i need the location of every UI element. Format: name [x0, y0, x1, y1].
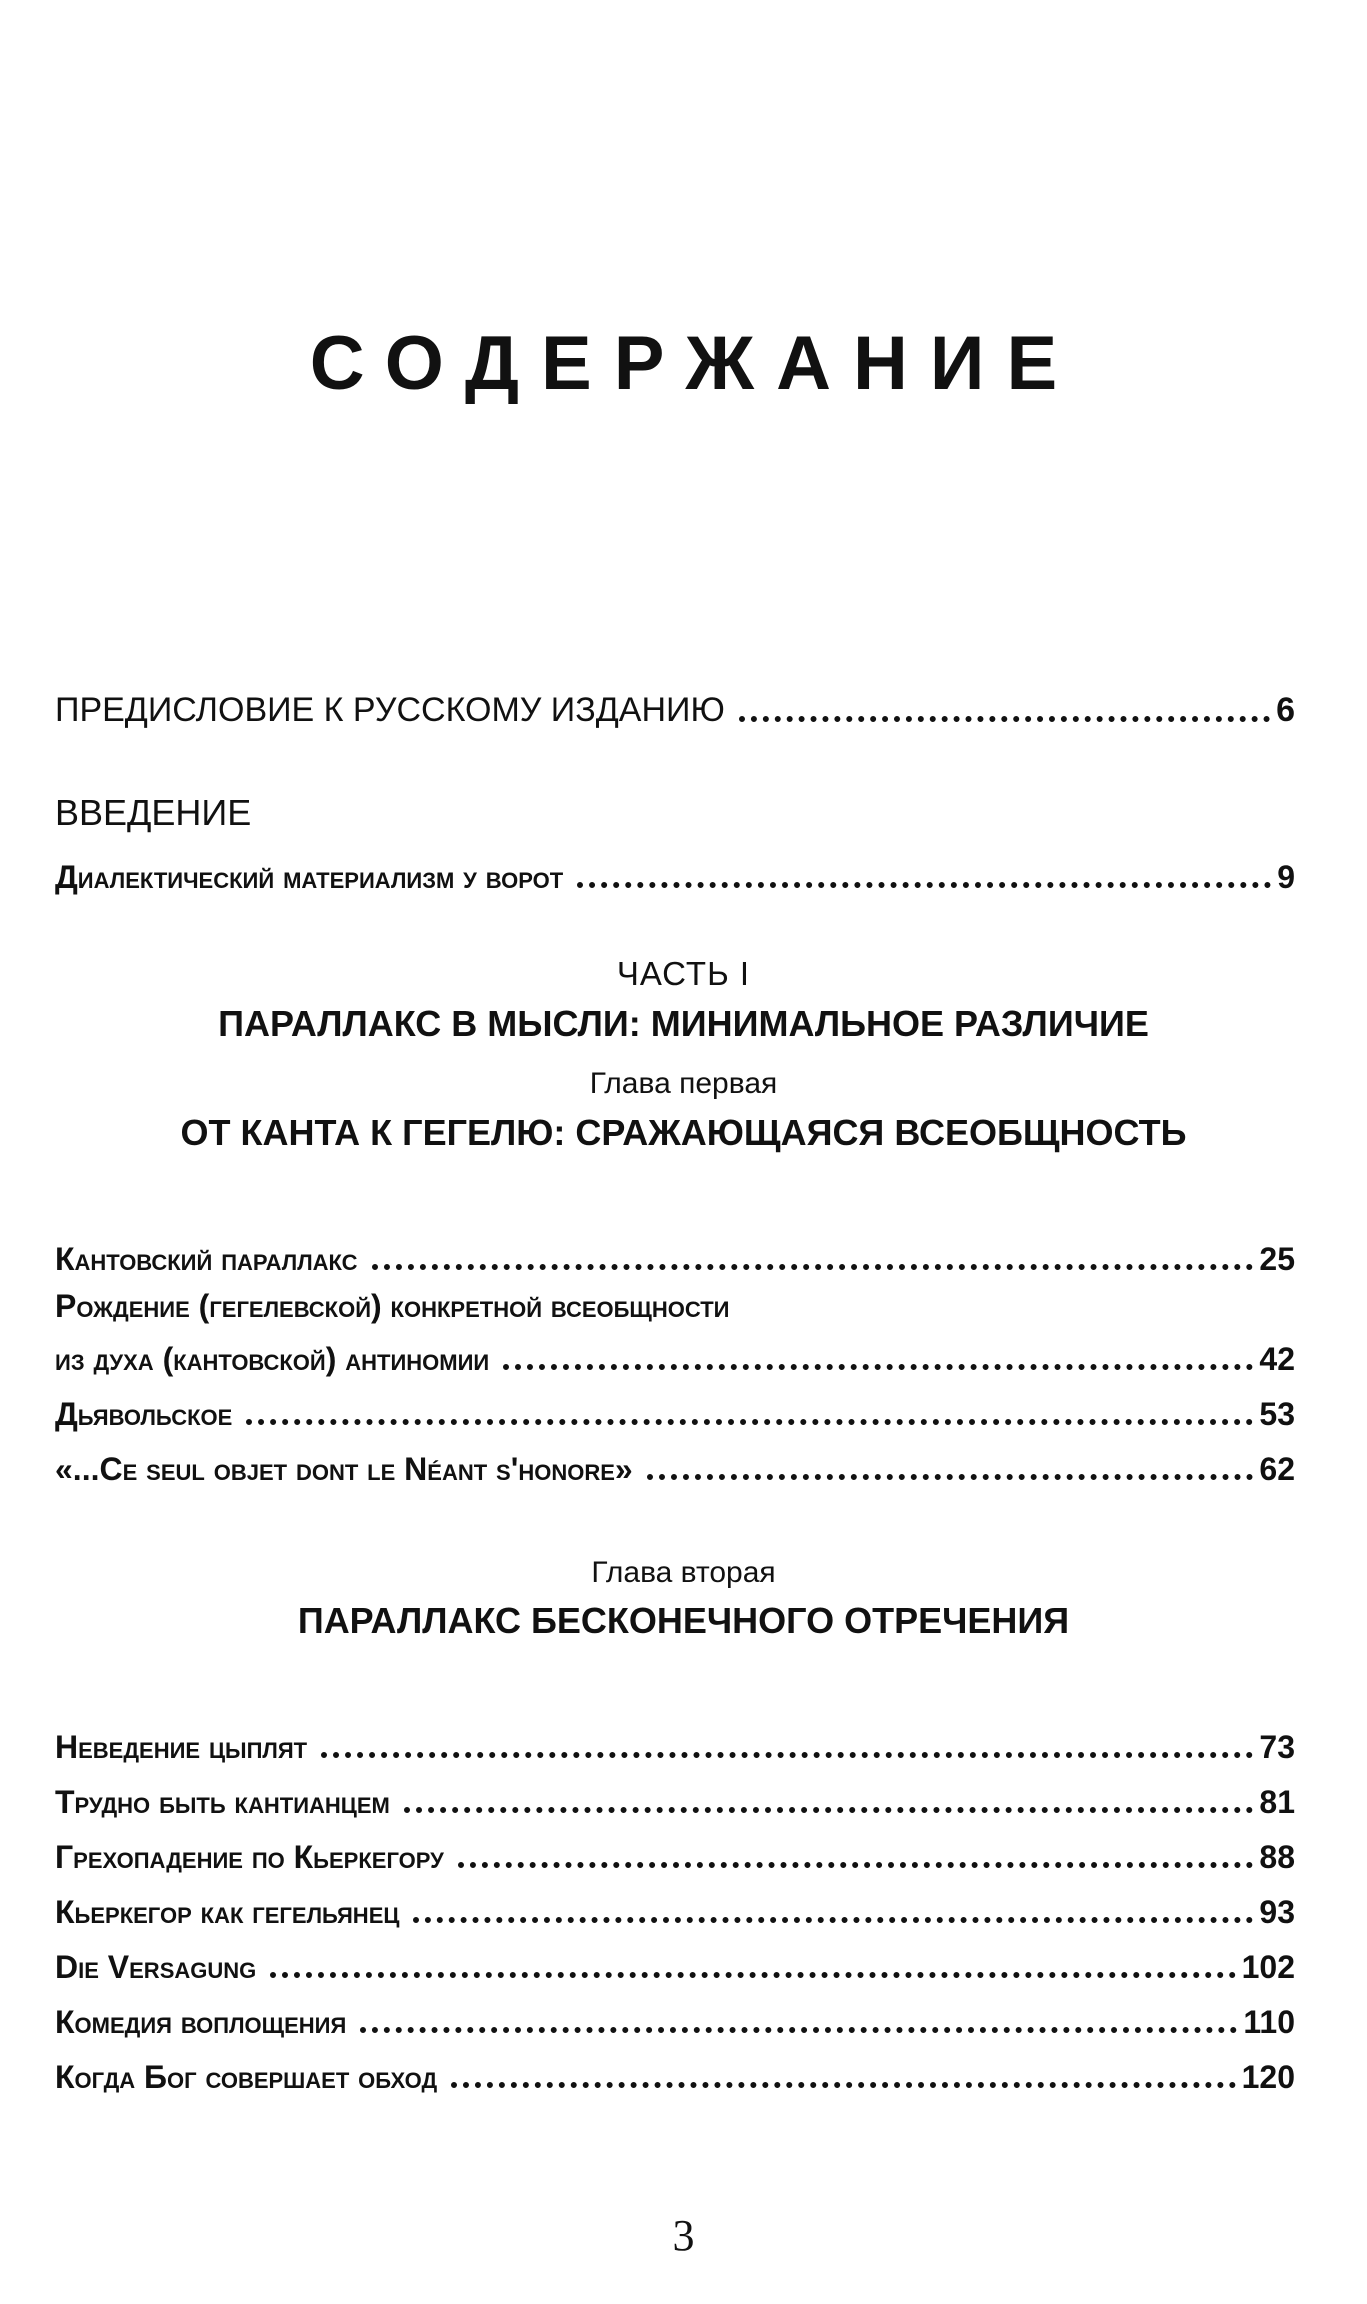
dot-leader	[270, 1972, 1235, 1978]
toc-entry-text: Трудно быть кантианцем	[55, 1784, 390, 1820]
toc-entry-text: Неведение цыплят	[55, 1729, 308, 1765]
toc-entry[interactable]	[55, 1773, 1295, 1821]
dot-leader	[647, 1474, 1254, 1480]
chapter-label: Глава вторая	[591, 1556, 776, 1589]
toc-entry-text-line1[interactable]: Рождение (гегелевской) конкретной всеобщности	[55, 1288, 730, 1324]
toc-entry-text: Грехопадение по Кьеркегору	[55, 1839, 444, 1875]
toc-entry-page: 102	[1241, 1949, 1295, 1985]
introduction-heading: ВВЕДЕНИЕ	[55, 792, 252, 833]
toc-entry-text: Кьеркегор как гегельянец	[55, 1894, 400, 1930]
dot-leader	[372, 1264, 1254, 1270]
chapter-title: ПАРАЛЛАКС БЕСКОНЕЧНОГО ОТРЕЧЕНИЯ	[297, 1600, 1070, 1641]
toc-entry-preface[interactable]	[55, 682, 1295, 730]
toc-entry[interactable]	[55, 1440, 1295, 1488]
toc-entry[interactable]	[55, 1230, 1295, 1278]
toc-entry[interactable]	[55, 1883, 1295, 1931]
part-label: ЧАСТЬ I	[616, 955, 751, 992]
chapter-title: ОТ КАНТА К ГЕГЕЛЮ: СРАЖАЮЩАЯСЯ ВСЕОБЩНОСТЬ	[180, 1112, 1187, 1153]
dot-leader	[321, 1752, 1253, 1758]
chapter-label: Глава первая	[589, 1067, 778, 1100]
dot-leader	[246, 1419, 1253, 1425]
toc-entry-page: 73	[1259, 1729, 1295, 1765]
toc-entry-text: Die Versagung	[55, 1949, 257, 1985]
toc-entry-page: 81	[1259, 1784, 1295, 1820]
toc-entry-text: «...Ce seul objet dont le Néant s'honore»	[55, 1451, 633, 1487]
dot-leader	[503, 1364, 1253, 1370]
dot-leader	[739, 716, 1270, 722]
toc-entry[interactable]	[55, 1330, 1295, 1378]
page-title: СОДЕРЖАНИЕ	[309, 321, 1080, 406]
toc-entry-text: Диалектический материализм у ворот	[55, 859, 564, 895]
toc-entry[interactable]	[55, 2048, 1295, 2096]
dot-leader	[451, 2082, 1235, 2088]
toc-entry[interactable]	[55, 1938, 1295, 1986]
page-number: 3	[672, 2211, 695, 2260]
toc-entry-text: Кантовский параллакс	[55, 1241, 358, 1277]
toc-entry[interactable]	[55, 1718, 1295, 1766]
toc-entry-page: 9	[1277, 859, 1295, 895]
toc-entry-page: 25	[1259, 1241, 1295, 1277]
toc-entry-page: 6	[1276, 691, 1295, 729]
toc-entry-text: Комедия воплощения	[55, 2004, 347, 2040]
toc-entry[interactable]	[55, 1828, 1295, 1876]
dot-leader	[360, 2027, 1237, 2033]
toc-entry-text: Дьявольское	[55, 1396, 233, 1432]
dot-leader	[404, 1807, 1254, 1813]
part-title: ПАРАЛЛАКС В МЫСЛИ: МИНИМАЛЬНОЕ РАЗЛИЧИЕ	[218, 1003, 1149, 1044]
toc-entry-page: 88	[1259, 1839, 1295, 1875]
toc-entry[interactable]	[55, 1993, 1295, 2041]
toc-entry-page: 53	[1259, 1396, 1295, 1432]
toc-entry-text: ПРЕДИСЛОВИЕ К РУССКОМУ ИЗДАНИЮ	[55, 691, 725, 729]
toc-entry-text: из духа (кантовской) антиномии	[55, 1341, 490, 1377]
toc-entry-page: 110	[1243, 2004, 1295, 2040]
toc-entry-introduction[interactable]	[55, 848, 1295, 896]
dot-leader	[577, 882, 1271, 888]
dot-leader	[458, 1862, 1254, 1868]
toc-entry-page: 120	[1241, 2059, 1295, 2095]
dot-leader	[413, 1917, 1253, 1923]
toc-entry-page: 93	[1259, 1894, 1295, 1930]
toc-entry-page: 42	[1259, 1341, 1295, 1377]
toc-entry-text: Когда Бог совершает обход	[55, 2059, 438, 2095]
toc-entry-page: 62	[1259, 1451, 1295, 1487]
toc-entry[interactable]	[55, 1385, 1295, 1433]
